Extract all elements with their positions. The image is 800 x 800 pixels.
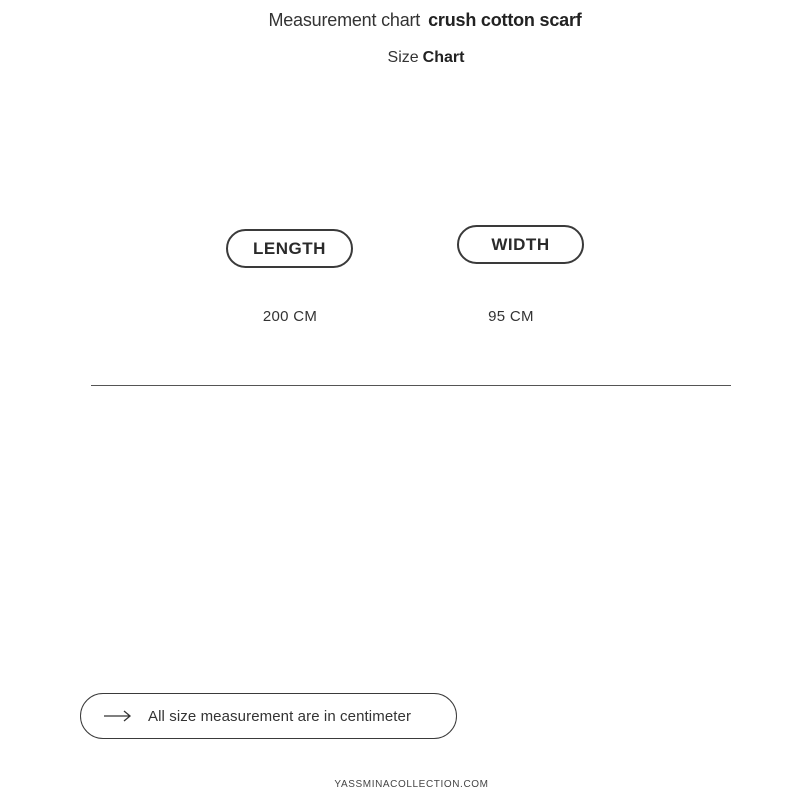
length-value: 200 CM [262, 308, 318, 325]
divider [91, 385, 731, 386]
title-prefix: Measurement chart [268, 10, 421, 30]
width-label-pill [457, 225, 584, 264]
length-label-pill [226, 229, 353, 268]
footer-site[interactable]: YASSMINACOLLECTION.COM [334, 779, 489, 790]
note-text: All size measurement are in centimeter [148, 707, 412, 725]
centimeter-note [80, 693, 457, 739]
page-subtitle [0, 49, 800, 67]
page-title [0, 10, 800, 31]
width-label: WIDTH [491, 234, 550, 254]
subtitle-bold: Chart [422, 49, 465, 66]
subtitle-prefix: Size [387, 49, 419, 66]
length-label: LENGTH [253, 238, 326, 258]
width-value: 95 CM [488, 308, 534, 325]
product-name: crush cotton scarf [428, 10, 582, 30]
arrow-right-icon [103, 709, 133, 723]
